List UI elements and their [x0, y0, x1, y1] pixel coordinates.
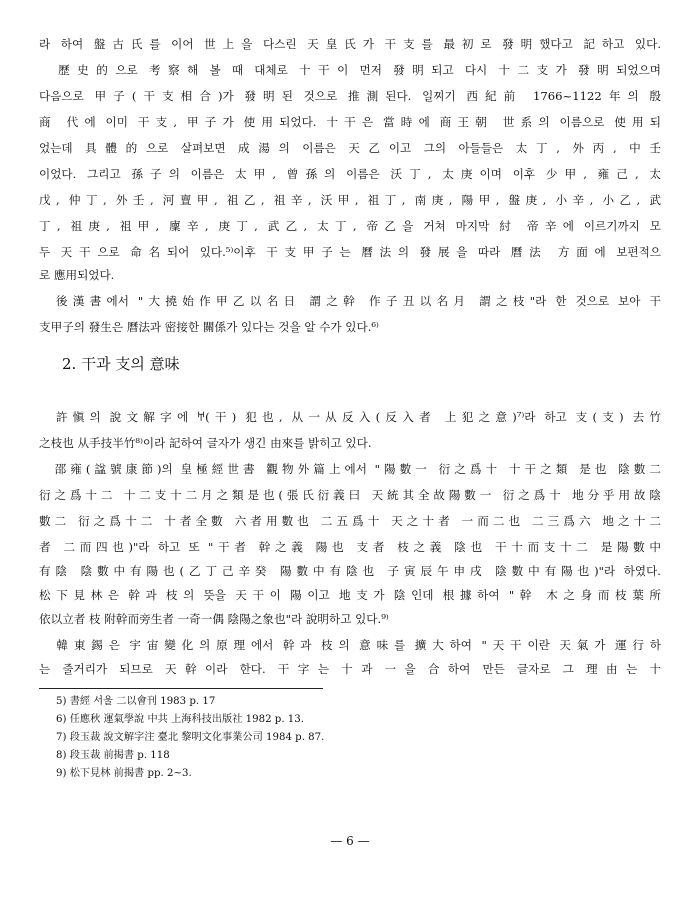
- text-line: 後漢書에서 "大撓始作甲乙以名日 謂之幹 作子丑以名月 謂之枝"라 한 것으로 보아 干: [39, 294, 661, 308]
- footnote: 8) 段玉裁 前揭書 p. 118: [56, 750, 170, 761]
- text-line: 이었다. 그리고 孫子의 이름은 太甲, 曾孫의 이름은 沃丁, 太庚이며 이후 少甲, 雍己, 太: [39, 167, 661, 181]
- text-line: 有陰 陰數中有陽也(乙丁己辛癸 陽數中有陰也 子寅辰午申戌 陰數中有陽也)"라 하였다.: [39, 564, 661, 578]
- text-line: 商 代에 이미 干支, 甲子가 使用되었다. 十干은 當時에 商王朝 世系의 이름으로 使用되: [39, 115, 661, 129]
- footnote: 7) 段玉裁 說文解字注 臺北 黎明文化事業公司 1984 p. 87.: [56, 732, 325, 743]
- text-line: 두 天干으로 命名되어 있다.⁵⁾이후 干支甲子는 曆法의 發展을 따라 曆法 方面에 보편적으: [39, 245, 661, 259]
- text-line: 丁, 祖庚, 祖甲, 廩辛, 庚丁, 武乙, 太丁, 帝乙을 거쳐 마지막 紂 帝辛에 이르기까지 모: [39, 219, 661, 233]
- text-line: 었는데 具體的으로 살펴보면 成湯의 이름은 天乙이고 그의 아들들은 太丁, 外丙, 中壬: [39, 141, 661, 155]
- text-line: 韓東錫은 宇宙變化의原理에서 幹과 枝의 意味를 擴大하여 "天干이란 天氣가 運行하: [39, 638, 661, 652]
- text-line: 者 二而四也)"라 하고 또 "干者 幹之義 陽也 支者 枝之義 陰也 干十而支十二 是陽數中: [39, 540, 661, 554]
- footnote-divider: [39, 688, 323, 689]
- text-line: 는 줄거리가 되므로 天幹이라 한다. 干字는 十과 一을 合하여 만든 글자로 그 理由는 十: [39, 662, 661, 676]
- footnote: 5) 書經 서울 二以會刊 1983 p. 17: [56, 696, 216, 707]
- page-number: — 6 —: [330, 834, 370, 848]
- text-line: 다음으로 甲子(干支相合)가 發明된 것으로 推測된다. 일찌기 西紀前 1766~1122年의 殷: [39, 89, 661, 103]
- footnote: 6) 任應秋 運氣學說 中共 上海科技出版社 1982 p. 13.: [56, 714, 305, 725]
- text-line: 依以立者 枝 附幹而旁生者 一奇一偶 陰陽之象也"라 說明하고 있다.⁹⁾: [39, 612, 389, 626]
- text-line: 邵雍(諡號康節)의 皇極經世書 觀物外篇上에서 "陽數一 衍之爲十 十干之類 是也 陰數二: [39, 462, 661, 476]
- text-line: 之枝也 从手技半竹⁸⁾이라 記하여 글자가 생긴 由來를 밝히고 있다.: [39, 436, 372, 450]
- text-line: 歷史的으로 考察해 볼 때 대체로 十干이 먼저 發明되고 다시 十二支가 發明되었으며: [39, 63, 661, 77]
- section-heading: 2. 干과 支의 意味: [62, 355, 180, 373]
- text-line: 로 應用되었다.: [39, 268, 115, 282]
- text-line: 라 하여 盤古氏를 이어 世上을 다스린 天皇氏가 干支를 最初로 發明했다고 記하고 있다.: [39, 37, 661, 51]
- text-line: 松下見林은 幹과 枝의 뜻을 天干이 陽이고 地支가 陰인데 根據하여 "幹 木之身而枝葉所: [39, 588, 661, 602]
- footnote: 9) 松下見林 前揭書 pp. 2~3.: [56, 768, 192, 779]
- text-line: 許愼의 說文解字에 𐀀(干) 犯也, 从一从反入(反入者 上犯之意)⁷⁾라 하고 支(支) 去竹: [39, 410, 661, 424]
- text-line: 數二 衍之爲十二 十者全數 六者用數也 二五爲十 天之十者 一而二也 二三爲六 地之十二: [39, 514, 661, 528]
- text-line: 衍之爲十二 十二支十二月之類是也(張氏衍義曰 天統其全故陽數一 衍之爲十 地分乎用故陰: [39, 488, 661, 502]
- text-line: 戊, 仲丁, 外壬, 河亶甲, 祖乙, 祖辛, 沃甲, 祖丁, 南庚, 陽甲, 盤庚, 小辛, 小乙, 武: [39, 193, 661, 207]
- text-line: 支甲子의 發生은 曆法과 密接한 關係가 있다는 것을 알 수가 있다.⁶⁾: [39, 320, 379, 334]
